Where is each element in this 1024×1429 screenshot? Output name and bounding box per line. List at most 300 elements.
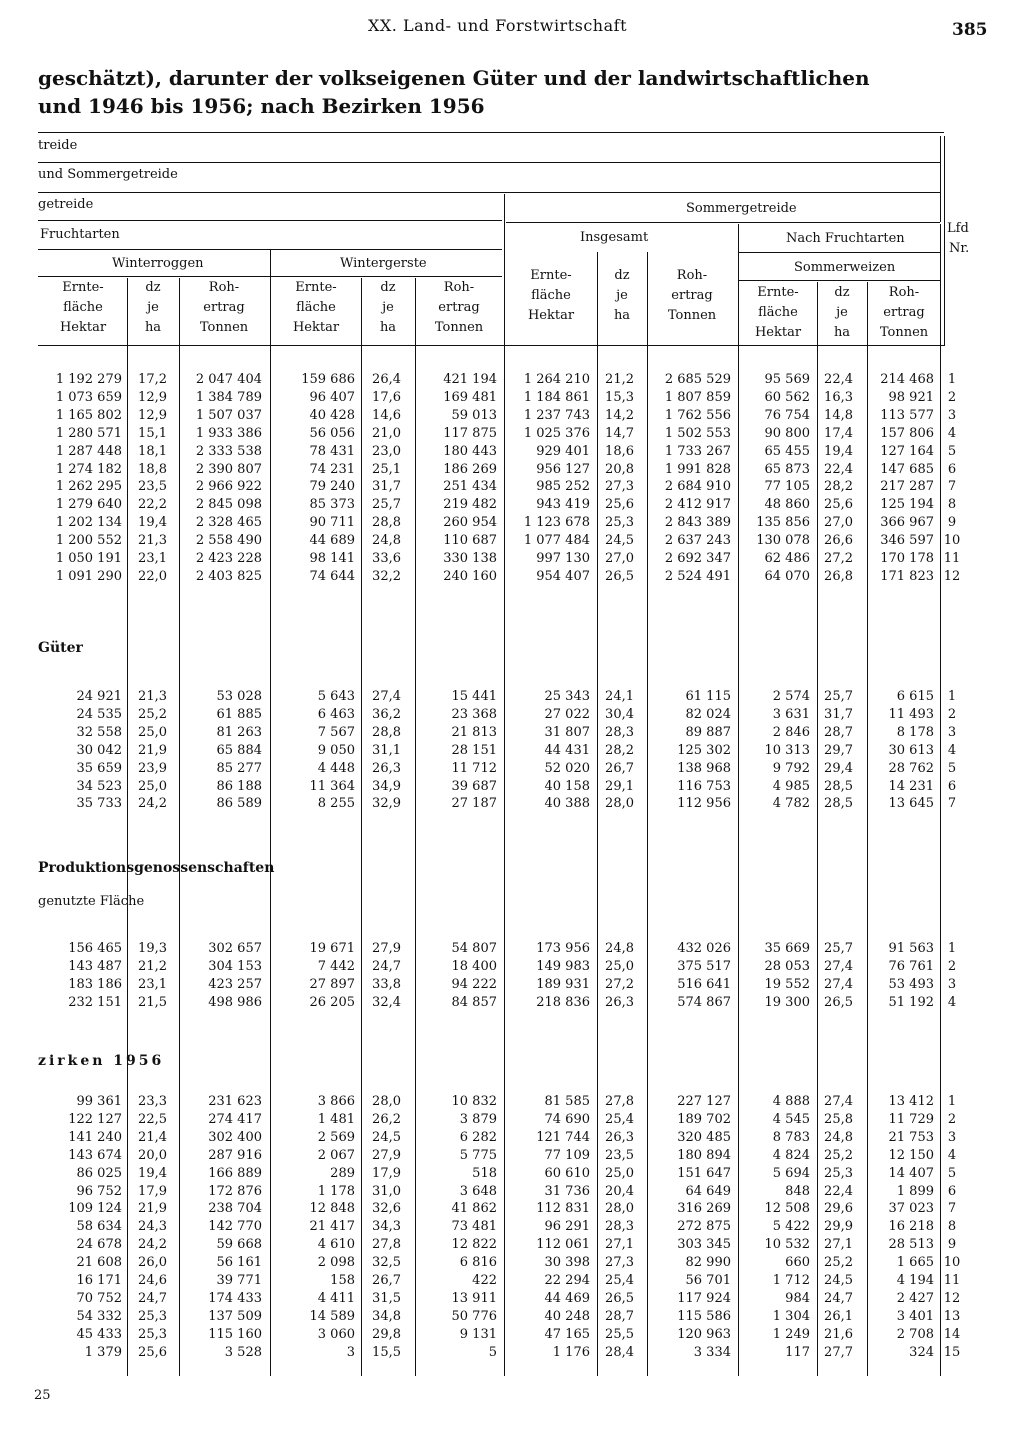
table-cell: 27,3 [605,479,634,495]
table-row [0,1199,1024,1218]
table-cell: 89 887 [685,724,731,740]
table-cell: 117 [785,1344,810,1360]
table-cell: 34,8 [372,1308,401,1324]
table-cell: 302 657 [208,941,262,956]
col-text: fläche [531,288,571,303]
table-cell: 110 687 [443,533,497,549]
table-cell: 8 178 [896,724,934,740]
table-cell: 85 277 [216,760,262,776]
table-cell: 5 [488,1344,497,1360]
table-cell: 21,9 [138,1201,167,1217]
table-cell: 156 465 [68,941,122,956]
table-cell: 22 294 [544,1273,590,1288]
table-cell: 59 013 [451,407,497,423]
table-cell: 25,3 [138,1326,167,1342]
table-row [0,1307,1024,1326]
table-cell: 40 248 [544,1308,590,1324]
rule [944,136,945,346]
table-cell: 24 921 [76,689,122,704]
table-cell: 3 631 [772,706,810,722]
table-cell: 5 422 [772,1219,810,1235]
table-cell: 1 184 861 [523,389,590,405]
table-cell: 44 469 [544,1290,590,1306]
row-number-cell: 5 [947,760,957,776]
table-cell: 4 782 [772,796,810,812]
table-cell: 1 165 802 [55,407,122,423]
table-cell: 2 524 491 [664,568,731,584]
col-text: Ernte- [295,280,337,295]
table-cell: 1 502 553 [664,425,731,441]
table-cell: 86 589 [216,796,262,812]
table-row [0,1343,1024,1362]
table-cell: 1 262 295 [55,479,122,495]
table-cell: 2 558 490 [195,533,262,549]
table-cell: 141 240 [68,1129,122,1145]
header-level-3: getreide [38,197,94,212]
table-cell: 28 151 [451,742,497,758]
row-number-cell: 11 [943,551,961,566]
col-dz-winterroggen [128,278,178,338]
table-cell: 4 985 [772,778,810,794]
section-label-gueter: Güter [38,640,83,656]
row-number-cell: 7 [947,479,957,495]
table-row [0,549,1024,568]
table-cell: 26,2 [372,1111,401,1127]
table-cell: 40 158 [544,778,590,794]
table-cell: 12 848 [309,1201,355,1217]
table-cell: 35 659 [76,760,122,776]
table-row [0,1110,1024,1129]
header-sommerweizen: Sommerweizen [794,260,896,275]
table-cell: 320 485 [677,1129,731,1145]
table-cell: 74 231 [309,461,355,477]
row-number-cell: 9 [947,515,957,531]
table-cell: 113 577 [880,407,934,423]
table-cell: 125 194 [880,497,934,513]
table-cell: 1 304 [772,1308,810,1324]
table-row [0,1128,1024,1147]
rule [940,224,941,346]
table-row [0,406,1024,425]
table-title-line-1: geschätzt), darunter der volkseigenen Güter und der landwirtschaftlichen [38,66,870,90]
table-row [0,531,1024,550]
table-cell: 27,1 [605,1237,634,1253]
table-cell: 50 776 [451,1308,497,1324]
table-cell: 30 042 [76,742,122,758]
table-cell: 28,7 [824,724,853,740]
table-cell: 29,7 [824,742,853,758]
table-cell: 19,4 [138,1165,167,1181]
table-cell: 21,2 [605,372,634,387]
table-cell: 23 368 [451,706,497,722]
table-cell: 330 138 [443,551,497,566]
table-cell: 4 411 [317,1290,355,1306]
table-cell: 12 508 [764,1201,810,1217]
col-dz-sommerweizen [818,283,866,343]
table-row [0,777,1024,796]
table-cell: 30 398 [544,1255,590,1271]
table-cell: 11 729 [888,1111,934,1127]
table-cell: 28 053 [764,958,810,974]
table-cell: 24,3 [138,1219,167,1235]
rule [506,222,940,223]
table-cell: 25,3 [605,515,634,531]
rule [38,162,940,163]
table-row [0,460,1024,479]
table-cell: 24,1 [605,689,634,704]
table-cell: 143 674 [68,1147,122,1163]
header-nr: Nr. [949,241,970,256]
row-number-cell: 3 [947,724,957,740]
table-cell: 174 433 [208,1290,262,1306]
table-cell: 35 669 [764,941,810,956]
table-cell: 24,5 [605,533,634,549]
table-cell: 11 493 [888,706,934,722]
table-cell: 56 161 [216,1255,262,1271]
table-cell: 31,7 [372,479,401,495]
col-text: ertrag [438,300,480,315]
table-cell: 8 255 [317,796,355,812]
col-text: Ernte- [530,268,572,283]
table-cell: 24,2 [138,796,167,812]
table-cell: 25,7 [824,941,853,956]
table-cell: 115 160 [208,1326,262,1342]
table-cell: 27 897 [309,976,355,992]
table-cell: 7 567 [317,724,355,740]
table-row [0,1146,1024,1165]
col-text: dz [145,280,161,295]
table-cell: 27,8 [372,1237,401,1253]
table-cell: 4 545 [772,1111,810,1127]
col-text: Roh- [443,280,475,295]
table-cell: 11 364 [309,778,355,794]
table-cell: 1 280 571 [55,425,122,441]
table-cell: 59 668 [216,1237,262,1253]
table-cell: 23,3 [138,1094,167,1109]
table-cell: 274 417 [208,1111,262,1127]
table-cell: 78 431 [309,443,355,459]
table-cell: 9 131 [459,1326,497,1342]
table-cell: 18,1 [138,443,167,459]
table-cell: 1 025 376 [523,425,590,441]
table-cell: 159 686 [301,372,355,387]
col-text: Tonnen [879,325,929,340]
table-cell: 32 558 [76,724,122,740]
table-cell: 91 563 [888,941,934,956]
table-cell: 51 192 [888,994,934,1010]
table-cell: 27 022 [544,706,590,722]
table-cell: 422 [472,1273,497,1288]
table-cell: 2 692 347 [664,551,731,566]
table-cell: 1 287 448 [55,443,122,459]
col-text: Tonnen [667,308,717,323]
table-cell: 56 701 [685,1273,731,1288]
table-cell: 21,9 [138,742,167,758]
table-cell: 26,7 [605,760,634,776]
table-cell: 2 684 910 [664,479,731,495]
table-cell: 27,7 [824,1344,853,1360]
table-cell: 64 070 [764,568,810,584]
table-cell: 366 967 [880,515,934,531]
table-cell: 25,3 [824,1165,853,1181]
table-cell: 28,2 [605,742,634,758]
table-cell: 3 648 [459,1183,497,1199]
table-row [0,1235,1024,1254]
table-cell: 10 832 [451,1094,497,1109]
table-cell: 27,4 [824,1094,853,1109]
table-cell: 2 423 228 [195,551,262,566]
table-cell: 15,3 [605,389,634,405]
table-row [0,759,1024,778]
col-text: je [836,305,848,320]
table-cell: 52 020 [544,760,590,776]
row-number-cell: 7 [947,796,957,812]
table-cell: 37 023 [888,1201,934,1217]
table-cell: 660 [785,1255,810,1271]
table-cell: 56 056 [309,425,355,441]
table-cell: 9 050 [317,742,355,758]
table-row [0,567,1024,586]
rule [38,132,944,133]
table-cell: 15,1 [138,425,167,441]
row-number-cell: 12 [943,568,961,584]
table-cell: 26,5 [605,568,634,584]
table-cell: 2 390 807 [195,461,262,477]
table-cell: 30,4 [605,706,634,722]
table-cell: 27,4 [824,976,853,992]
table-row [0,794,1024,813]
table-cell: 1 991 828 [664,461,731,477]
table-cell: 1 200 552 [55,533,122,549]
table-cell: 77 105 [764,479,810,495]
col-text: Tonnen [434,320,484,335]
table-cell: 27,8 [605,1094,634,1109]
table-cell: 24,8 [605,941,634,956]
table-cell: 2 843 389 [664,515,731,531]
table-cell: 31,5 [372,1290,401,1306]
rule [38,220,502,221]
table-cell: 82 024 [685,706,731,722]
table-cell: 21 417 [309,1219,355,1235]
table-cell: 23,1 [138,551,167,566]
table-cell: 26,8 [824,568,853,584]
header-level-1: treide [38,138,78,153]
table-row [0,1092,1024,1111]
table-cell: 302 400 [208,1129,262,1145]
col-text: Ernte- [757,285,799,300]
col-text: dz [380,280,396,295]
table-cell: 121 744 [536,1129,590,1145]
table-cell: 35 733 [76,796,122,812]
table-cell: 143 487 [68,958,122,974]
table-cell: 137 509 [208,1308,262,1324]
table-cell: 21,6 [824,1326,853,1342]
table-cell: 24 678 [76,1237,122,1253]
table-cell: 20,8 [605,461,634,477]
table-cell: 1 077 484 [523,533,590,549]
table-cell: 28 762 [888,760,934,776]
table-cell: 25,2 [138,706,167,722]
col-text: Tonnen [199,320,249,335]
table-row [0,388,1024,407]
table-cell: 112 831 [536,1201,590,1217]
table-cell: 27,0 [824,515,853,531]
table-cell: 116 753 [677,778,731,794]
table-cell: 12,9 [138,389,167,405]
table-cell: 14,7 [605,425,634,441]
table-cell: 98 141 [309,551,355,566]
table-cell: 27,1 [824,1237,853,1253]
row-number-cell: 6 [947,1183,957,1199]
table-cell: 23,0 [372,443,401,459]
rule [940,136,941,222]
row-number-cell: 8 [947,1219,957,1235]
col-text: Roh- [888,285,920,300]
table-cell: 1 481 [317,1111,355,1127]
table-cell: 10 532 [764,1237,810,1253]
col-roh-wintergerste [416,278,502,338]
row-number-cell: 4 [947,742,957,758]
table-cell: 26 205 [309,994,355,1010]
table-cell: 14 407 [888,1165,934,1181]
table-cell: 2 098 [317,1255,355,1271]
table-cell: 25,0 [138,778,167,794]
table-cell: 27,2 [605,976,634,992]
table-cell: 25,4 [605,1273,634,1288]
table-cell: 40 428 [309,407,355,423]
table-cell: 64 649 [685,1183,731,1199]
col-ernte-sommerweizen [740,283,816,343]
table-cell: 39 687 [451,778,497,794]
table-cell: 170 178 [880,551,934,566]
table-cell: 14 589 [309,1308,355,1324]
table-cell: 62 486 [764,551,810,566]
table-cell: 432 026 [677,941,731,956]
table-cell: 2 685 529 [664,372,731,387]
table-cell: 135 856 [756,515,810,531]
table-cell: 47 165 [544,1326,590,1342]
col-ernte-insgesamt [506,266,596,326]
table-cell: 81 263 [216,724,262,740]
table-cell: 251 434 [443,479,497,495]
table-cell: 24,7 [372,958,401,974]
table-cell: 189 931 [536,976,590,992]
col-roh-sommerweizen [868,283,940,343]
table-cell: 18 400 [451,958,497,974]
table-cell: 21,0 [372,425,401,441]
table-cell: 24,7 [138,1290,167,1306]
table-cell: 7 442 [317,958,355,974]
table-cell: 125 302 [677,742,731,758]
table-cell: 26,6 [824,533,853,549]
table-cell: 28,5 [824,796,853,812]
table-cell: 25,0 [138,724,167,740]
table-cell: 17,4 [824,425,853,441]
row-number-cell: 2 [947,706,957,722]
table-cell: 3 401 [896,1308,934,1324]
table-cell: 85 373 [309,497,355,513]
table-cell: 16 171 [76,1273,122,1288]
table-cell: 6 463 [317,706,355,722]
table-cell: 22,2 [138,497,167,513]
table-cell: 21 813 [451,724,497,740]
header-insgesamt: Insgesamt [580,230,649,245]
table-cell: 4 610 [317,1237,355,1253]
row-number-cell: 4 [947,994,957,1010]
col-text: Hektar [754,325,802,340]
table-cell: 1 899 [896,1183,934,1199]
table-row [0,1182,1024,1201]
table-cell: 15 441 [451,689,497,704]
table-cell: 82 990 [685,1255,731,1271]
table-cell: 21 608 [76,1255,122,1271]
table-cell: 498 986 [208,994,262,1010]
table-cell: 25,6 [824,497,853,513]
table-cell: 272 875 [677,1219,731,1235]
table-cell: 29,4 [824,760,853,776]
table-cell: 260 954 [443,515,497,531]
table-cell: 985 252 [536,479,590,495]
table-cell: 12 822 [451,1237,497,1253]
table-cell: 130 078 [756,533,810,549]
table-cell: 79 240 [309,479,355,495]
table-cell: 25,4 [605,1111,634,1127]
table-cell: 19 300 [764,994,810,1010]
table-cell: 76 754 [764,407,810,423]
table-cell: 8 783 [772,1129,810,1145]
table-cell: 173 956 [536,941,590,956]
table-cell: 12,9 [138,407,167,423]
rule [179,278,180,346]
rule [867,282,868,346]
table-cell: 24,2 [138,1237,167,1253]
table-cell: 27 187 [451,796,497,812]
col-text: ha [613,308,631,323]
table-cell: 214 468 [880,372,934,387]
table-cell: 218 836 [536,994,590,1010]
table-cell: 24,6 [138,1273,167,1288]
table-row [0,370,1024,389]
row-number-cell: 1 [947,941,957,956]
table-cell: 15,5 [372,1344,401,1360]
table-cell: 24,5 [824,1273,853,1288]
table-cell: 34,9 [372,778,401,794]
table-row [0,442,1024,461]
header-sommergetreide: Sommergetreide [686,201,797,216]
table-cell: 518 [472,1165,497,1181]
table-cell: 26,5 [824,994,853,1010]
col-roh-insgesamt [648,266,736,326]
row-number-cell: 10 [943,1255,961,1271]
header-lfd: Lfd [947,221,969,236]
table-cell: 1 178 [317,1183,355,1199]
table-cell: 39 771 [216,1273,262,1288]
table-cell: 26,1 [824,1308,853,1324]
table-cell: 120 963 [677,1326,731,1342]
row-number-cell: 2 [947,389,957,405]
col-text: je [616,288,628,303]
row-number-cell: 13 [943,1308,961,1324]
row-number-cell: 9 [947,1237,957,1253]
rule [415,278,416,346]
col-text: je [382,300,394,315]
rule [738,252,940,253]
table-cell: 99 361 [76,1094,122,1109]
table-cell: 2 412 917 [664,497,731,513]
table-cell: 1 384 789 [195,389,262,405]
table-cell: 25,1 [372,461,401,477]
table-cell: 1 091 290 [55,568,122,584]
